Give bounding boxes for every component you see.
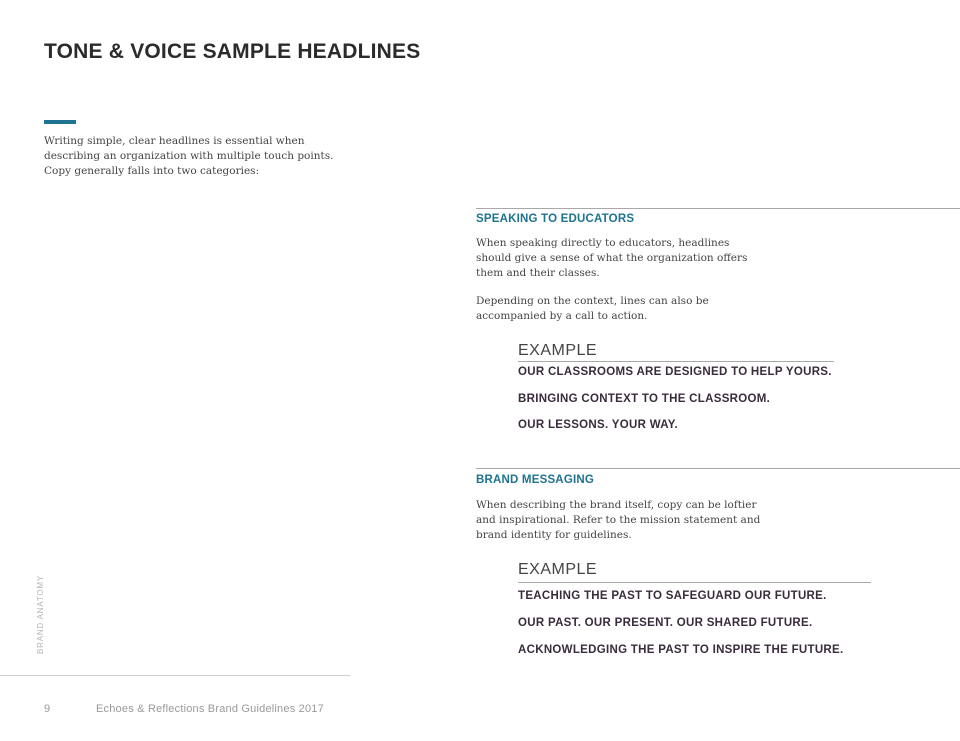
example-label: EXAMPLE [518, 342, 598, 359]
sidebar-section-label: BRAND ANATOMY [36, 574, 45, 654]
footer-text: Echoes & Reflections Brand Guidelines 2017 [96, 703, 324, 715]
example-headline: ACKNOWLEDGING THE PAST TO INSPIRE THE FUTURE. [518, 644, 844, 656]
footer-divider [0, 675, 350, 676]
example-label: EXAMPLE [518, 561, 598, 578]
example-underline [518, 582, 871, 583]
example-headline: TEACHING THE PAST TO SAFEGUARD OUR FUTURE. [518, 590, 827, 602]
section-heading-brand-messaging: BRAND MESSAGING [476, 474, 595, 486]
section-divider [476, 208, 960, 209]
section-paragraph: When describing the brand itself, copy can be loftier and inspirational. Refer to the mission statement and brand identity for guidelines. [476, 499, 761, 541]
example-headline: OUR CLASSROOMS ARE DESIGNED TO HELP YOURS. [518, 366, 832, 378]
page-number: 9 [44, 703, 51, 715]
example-headline: OUR PAST. OUR PRESENT. OUR SHARED FUTURE. [518, 617, 813, 629]
example-headline: OUR LESSONS. YOUR WAY. [518, 419, 678, 431]
intro-text: Writing simple, clear headlines is essential when describing an organization with multiple touch points. Copy generally falls into two categories: [44, 135, 334, 177]
section-paragraph: When speaking directly to educators, headlines should give a sense of what the organization offers them and their classes. [476, 237, 748, 279]
example-headline: BRINGING CONTEXT TO THE CLASSROOM. [518, 393, 771, 405]
section-paragraph: Depending on the context, lines can also be accompanied by a call to action. [476, 295, 709, 322]
section-heading-educators: SPEAKING TO EDUCATORS [476, 213, 635, 225]
section-divider [476, 468, 960, 469]
page-title: TONE & VOICE SAMPLE HEADLINES [44, 40, 421, 63]
example-underline [518, 361, 834, 362]
accent-bar [44, 120, 76, 124]
